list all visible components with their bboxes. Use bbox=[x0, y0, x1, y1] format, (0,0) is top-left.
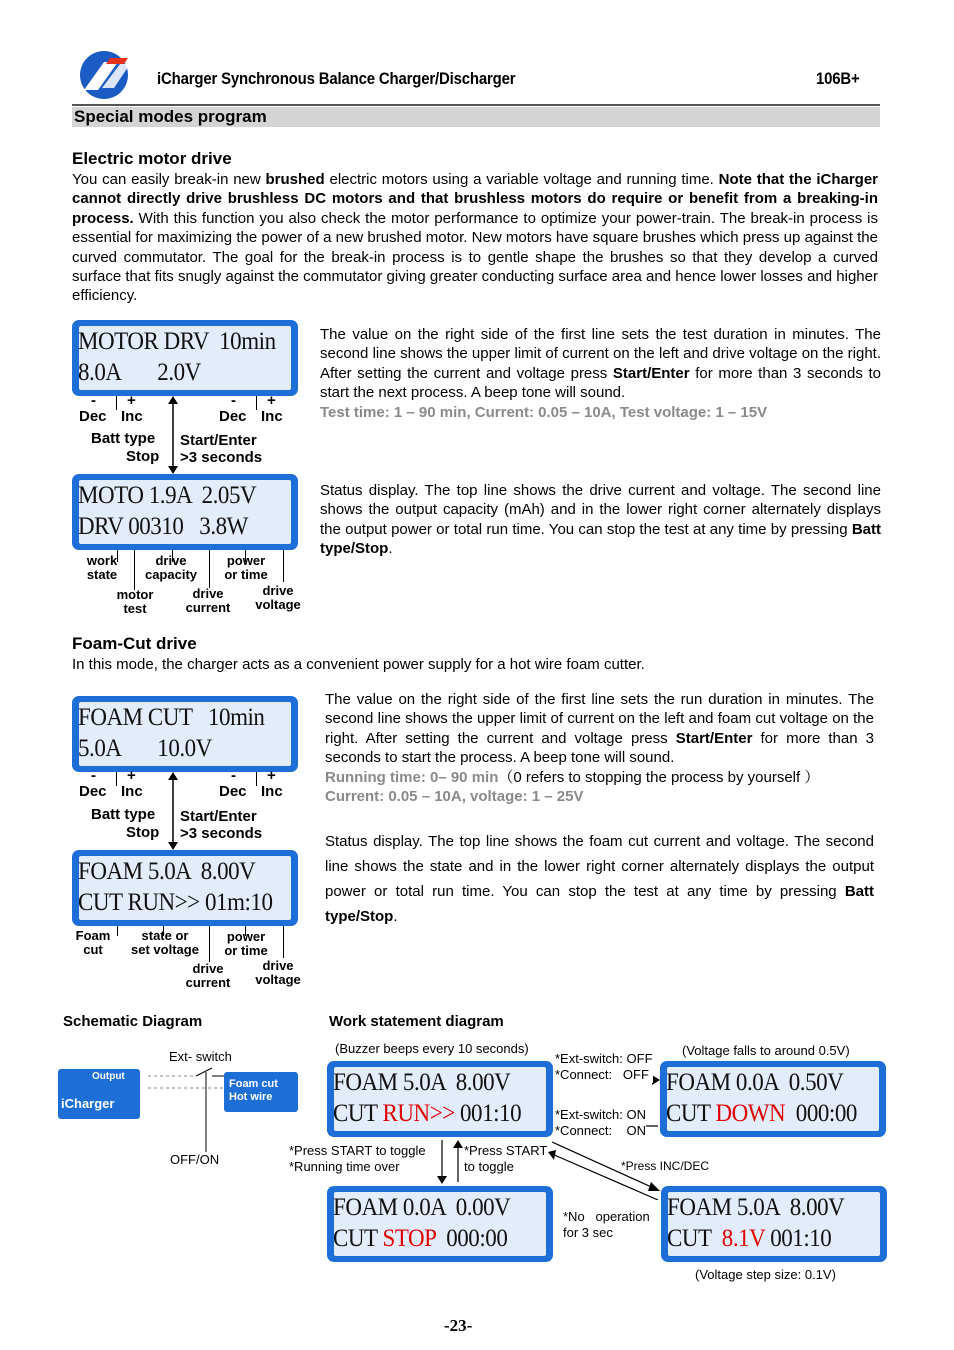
divider bbox=[116, 396, 117, 410]
lcd-line-2: CUT RUN>> 01m:10 bbox=[78, 889, 273, 916]
plus-label: + bbox=[127, 767, 136, 784]
lcd-line-1: FOAM 5.0A 8.00V bbox=[78, 858, 256, 885]
ext-switch-label: Ext- switch bbox=[169, 1049, 232, 1064]
power-time-label: power or time bbox=[224, 929, 268, 958]
divider bbox=[117, 926, 118, 936]
foam-cut-label: Foam cut bbox=[75, 928, 111, 957]
press-start-note-1: *Press START to toggle *Running time over bbox=[289, 1143, 426, 1174]
lcd-line-2: 8.0A 2.0V bbox=[78, 359, 201, 386]
seconds-label: >3 seconds bbox=[180, 449, 263, 466]
seconds-label: >3 seconds bbox=[180, 825, 263, 842]
divider bbox=[256, 396, 257, 410]
lcd-line-1: MOTOR DRV 10min bbox=[78, 328, 276, 355]
start-enter-label: Start/Enter bbox=[180, 432, 257, 449]
lcd-line-1: FOAM CUT 10min bbox=[78, 704, 265, 731]
start-enter-label: Start/Enter bbox=[180, 808, 257, 825]
press-start-note-2: *Press START to toggle bbox=[464, 1143, 548, 1174]
minus-label: - bbox=[91, 767, 96, 784]
buzzer-note: (Buzzer beeps every 10 seconds) bbox=[335, 1041, 529, 1056]
divider bbox=[209, 550, 210, 588]
divider bbox=[283, 926, 284, 958]
inc-label: Inc bbox=[121, 783, 143, 800]
plus-label: + bbox=[267, 392, 276, 409]
dec-label: Dec bbox=[79, 783, 107, 800]
double-arrow bbox=[166, 396, 180, 474]
work-state-label: work state bbox=[86, 553, 118, 582]
section-title: Special modes program bbox=[72, 107, 880, 127]
foam-intro: In this mode, the charger acts as a convenient power supply for a hot wire foam cutter. bbox=[72, 656, 645, 673]
batt-type-label: Batt type bbox=[91, 430, 156, 447]
ext-off-note: *Ext-switch: OFF *Connect: OFF bbox=[555, 1051, 653, 1082]
inc-label: Inc bbox=[121, 408, 143, 425]
brand-logo bbox=[74, 50, 136, 100]
motor-desc-1: The value on the right side of the first line sets the test duration in minutes. The second line shows the upper limit of current on the left and drive voltage on the right. After setting the current and voltage press Start/Enter for more than 3 seconds to start the next process. A beep tone will sound. Test time: 1 – 90 min, Current: 0.05 – 10A, Test voltage: 1 – 15V bbox=[320, 326, 882, 421]
work-title: Work statement diagram bbox=[329, 1013, 504, 1030]
lcd-state-set bbox=[661, 1186, 887, 1262]
voltage-falls-note: (Voltage falls to around 0.5V) bbox=[682, 1043, 850, 1058]
divider bbox=[134, 550, 135, 590]
drive-current-label: drive current bbox=[185, 961, 231, 990]
minus-label: - bbox=[231, 767, 236, 784]
dec-label: Dec bbox=[219, 783, 247, 800]
header-title: iCharger Synchronous Balance Charger/Discharger bbox=[157, 69, 516, 88]
dec-label: Dec bbox=[219, 408, 247, 425]
foam-desc-1: The value on the right side of the first line sets the run duration in minutes. The second line shows the upper limit of current on the left and foam cut voltage on the right. After setting the current and voltage press Start/Enter for more than 3 seconds to start the process. A beep tone will sound. Running time: 0– 90 min（0 refers to stopping the process by yourself ） Current: 0.05 – 10A, voltage: 1 – 25V bbox=[325, 691, 875, 806]
hot-wire-label: Foam cut Hot wire bbox=[229, 1078, 278, 1103]
stop-label: Stop bbox=[126, 824, 160, 841]
foam-desc-2: Status display. The top line shows the foam cut current and voltage. The second line shows the state and in the lower right corner alternately displays the output power or total run time. You can stop the test at any time by pressing Batt type/Stop. bbox=[325, 833, 874, 925]
header-rule bbox=[72, 104, 880, 106]
no-op-note: *No operation for 3 sec bbox=[563, 1209, 650, 1240]
divider bbox=[283, 550, 284, 582]
foam-heading: Foam-Cut drive bbox=[72, 634, 197, 653]
ext-on-note: *Ext-switch: ON *Connect: ON bbox=[555, 1107, 647, 1138]
icharger-label: iCharger bbox=[61, 1096, 115, 1111]
switch-wiring bbox=[140, 1066, 226, 1152]
plus-label: + bbox=[267, 767, 276, 784]
page-number: -23- bbox=[444, 1316, 473, 1335]
lcd-line-1: FOAM 0.0A 0.50V bbox=[666, 1069, 844, 1096]
minus-label: - bbox=[231, 392, 236, 409]
stop-label: Stop bbox=[126, 448, 160, 465]
divider bbox=[116, 772, 117, 786]
motor-heading: Electric motor drive bbox=[72, 149, 232, 168]
lcd-line-1: FOAM 0.0A 0.00V bbox=[333, 1194, 511, 1221]
lcd-state-down bbox=[660, 1061, 886, 1137]
lcd-line-2: CUT 8.1V 001:10 bbox=[667, 1225, 832, 1252]
plus-label: + bbox=[127, 392, 136, 409]
lcd-line-2: CUT DOWN 000:00 bbox=[666, 1100, 857, 1127]
drive-voltage-label: drive voltage bbox=[255, 958, 301, 987]
dec-label: Dec bbox=[79, 408, 107, 425]
step-note: (Voltage step size: 0.1V) bbox=[695, 1267, 836, 1282]
lcd-motor-setup bbox=[72, 320, 298, 396]
divider bbox=[209, 926, 210, 962]
lcd-line-1: FOAM 5.0A 8.00V bbox=[333, 1069, 511, 1096]
off-on-label: OFF/ON bbox=[170, 1152, 220, 1167]
lcd-line-2: CUT RUN>> 001:10 bbox=[333, 1100, 522, 1127]
motor-test-label: motor test bbox=[116, 587, 154, 616]
motor-intro: You can easily break-in new brushed electric motors using a variable voltage and running time. Note that the iCharger cannot directly drive brushless DC motors and that brushless motors do require or benefit from a breaking-in process. With this function you also check the motor performance to optimize your power-train. The break-in process is essential for maximizing the power of a new brushed motor. New motors have square brushes which press up against the curved commutator. The goal for the break-in process is to gentle shape the brushes so that they develop a curved surface that fits snugly against the commutator giving greater conducting surface area and hence lower losses and higher efficiency. bbox=[72, 171, 879, 305]
motor-desc-2: Status display. The top line shows the drive current and voltage. The second line shows the output capacity (mAh) and in the lower right corner alternately displays the output power or total run time. You can stop the test at any time by pressing Batt type/Stop. bbox=[320, 482, 881, 558]
inc-label: Inc bbox=[261, 783, 283, 800]
lcd-foam-setup bbox=[72, 696, 298, 772]
inc-label: Inc bbox=[261, 408, 283, 425]
double-arrow bbox=[166, 772, 180, 850]
lcd-line-2: DRV 00310 3.8W bbox=[78, 513, 248, 540]
header-model: 106B+ bbox=[816, 69, 860, 88]
schematic-title: Schematic Diagram bbox=[63, 1013, 203, 1030]
press-incdec-note: *Press INC/DEC bbox=[621, 1159, 710, 1173]
batt-type-label: Batt type bbox=[91, 806, 156, 823]
lcd-foam-status bbox=[72, 850, 298, 926]
lcd-line-1: MOTO 1.9A 2.05V bbox=[78, 482, 257, 509]
power-time-label: power or time bbox=[224, 553, 268, 582]
drive-voltage-label: drive voltage bbox=[255, 583, 301, 612]
lcd-line-2: CUT STOP 000:00 bbox=[333, 1225, 508, 1252]
lcd-motor-status bbox=[72, 474, 298, 550]
lcd-line-1: FOAM 5.0A 8.00V bbox=[667, 1194, 845, 1221]
lcd-line-2: 5.0A 10.0V bbox=[78, 735, 212, 762]
state-label: state or set voltage bbox=[131, 928, 199, 957]
drive-current-label: drive current bbox=[185, 586, 231, 615]
divider bbox=[256, 772, 257, 786]
drive-capacity-label: drive capacity bbox=[144, 553, 198, 582]
output-label: Output bbox=[92, 1071, 125, 1082]
minus-label: - bbox=[91, 392, 96, 409]
